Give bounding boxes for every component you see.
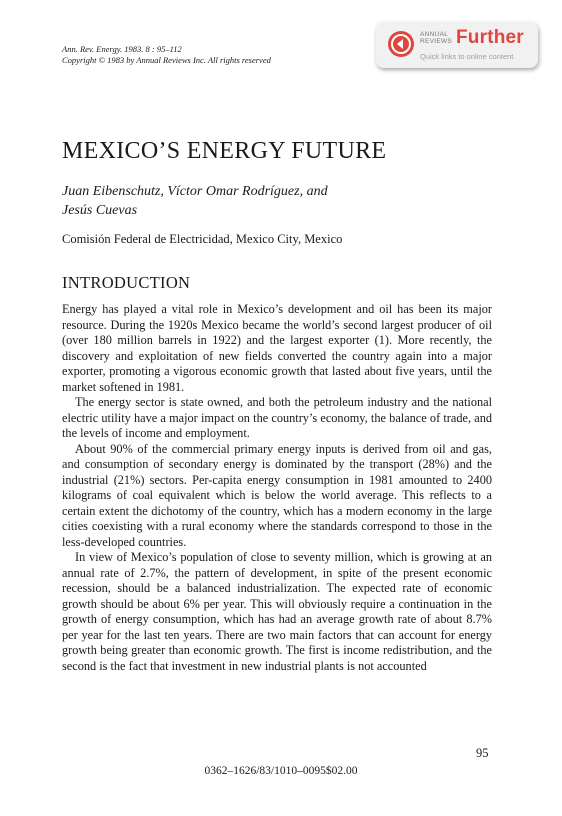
- paragraph: Energy has played a vital role in Mexico’s development and oil has been its major resource. During the 1920s Mexico became the world’s second largest producer of oil (over 180 million barrels in 1922) and the largest exporter (1). More recently, the discovery and exploitation of new fields converted the country again into a major exporter, promoting a vigorous economic growth that lasted about five years, until the market softened in 1981.: [62, 302, 492, 394]
- paragraph: About 90% of the commercial primary energy inputs is derived from oil and gas, and consumption of secondary energy is dominated by the transport (28%) and the industrial (21%) sectors. Per-capita energy consumption in 1981 amounted to 2400 kilograms of coal equivalent which is below the world average. This reflects to a certain extent the dichotomy of the country, which has a modern economy in the large cities coexisting with a rural economy where the standards correspond to those in the less-developed countries.: [62, 441, 492, 549]
- play-arrow-icon: [388, 31, 414, 57]
- author-list: [62, 182, 462, 220]
- paragraph: The energy sector is state owned, and both the petroleum industry and the national electric utility have a major impact on the country’s economy, the balance of trade, and the levels of income and employment.: [62, 395, 492, 440]
- annual-label: ANNUAL: [420, 31, 449, 38]
- authors-line-1: Juan Eibenschutz, Víctor Omar Rodríguez, and: [62, 184, 328, 199]
- paragraph: In view of Mexico’s population of close to seventy million, which is growing at an annual rate of 2.7%, the pattern of development, in spite of the present economic recession, should be a balanced industrialization. The expected rate of economic growth should be about 6% per year. This will obviously require a continuation in the growth of energy consumption, which has had an average growth rate of about 8.7% per year for the last ten years. There are two main factors that can account for energy growth being greater than economic growth. The first is income redistribution, and the second is the fact that investment in new industrial plants is not accounted: [62, 550, 492, 673]
- further-label: Further: [456, 27, 524, 48]
- affiliation: Comisión Federal de Electricidad, Mexico City, Mexico: [62, 232, 343, 246]
- annual-reviews-wordmark: [420, 31, 452, 45]
- banner-subtitle: Quick links to online content: [420, 52, 514, 61]
- section-heading: INTRODUCTION: [62, 273, 191, 292]
- journal-citation: [62, 44, 271, 66]
- section-body: [62, 302, 492, 674]
- reviews-label: REVIEWS: [420, 38, 453, 45]
- further-links-banner[interactable]: [376, 22, 538, 68]
- article-title: MEXICO’S ENERGY FUTURE: [62, 138, 387, 164]
- authors-line-2: Jesús Cuevas: [62, 203, 138, 218]
- page-number: 95: [476, 746, 489, 760]
- article-code: 0362–1626/83/1010–0095$02.00: [204, 765, 358, 777]
- journal-citation-line1: Ann. Rev. Energy. 1983. 8 : 95–112: [62, 44, 182, 54]
- journal-copyright-line: Copyright © 1983 by Annual Reviews Inc. All rights reserved: [62, 55, 271, 65]
